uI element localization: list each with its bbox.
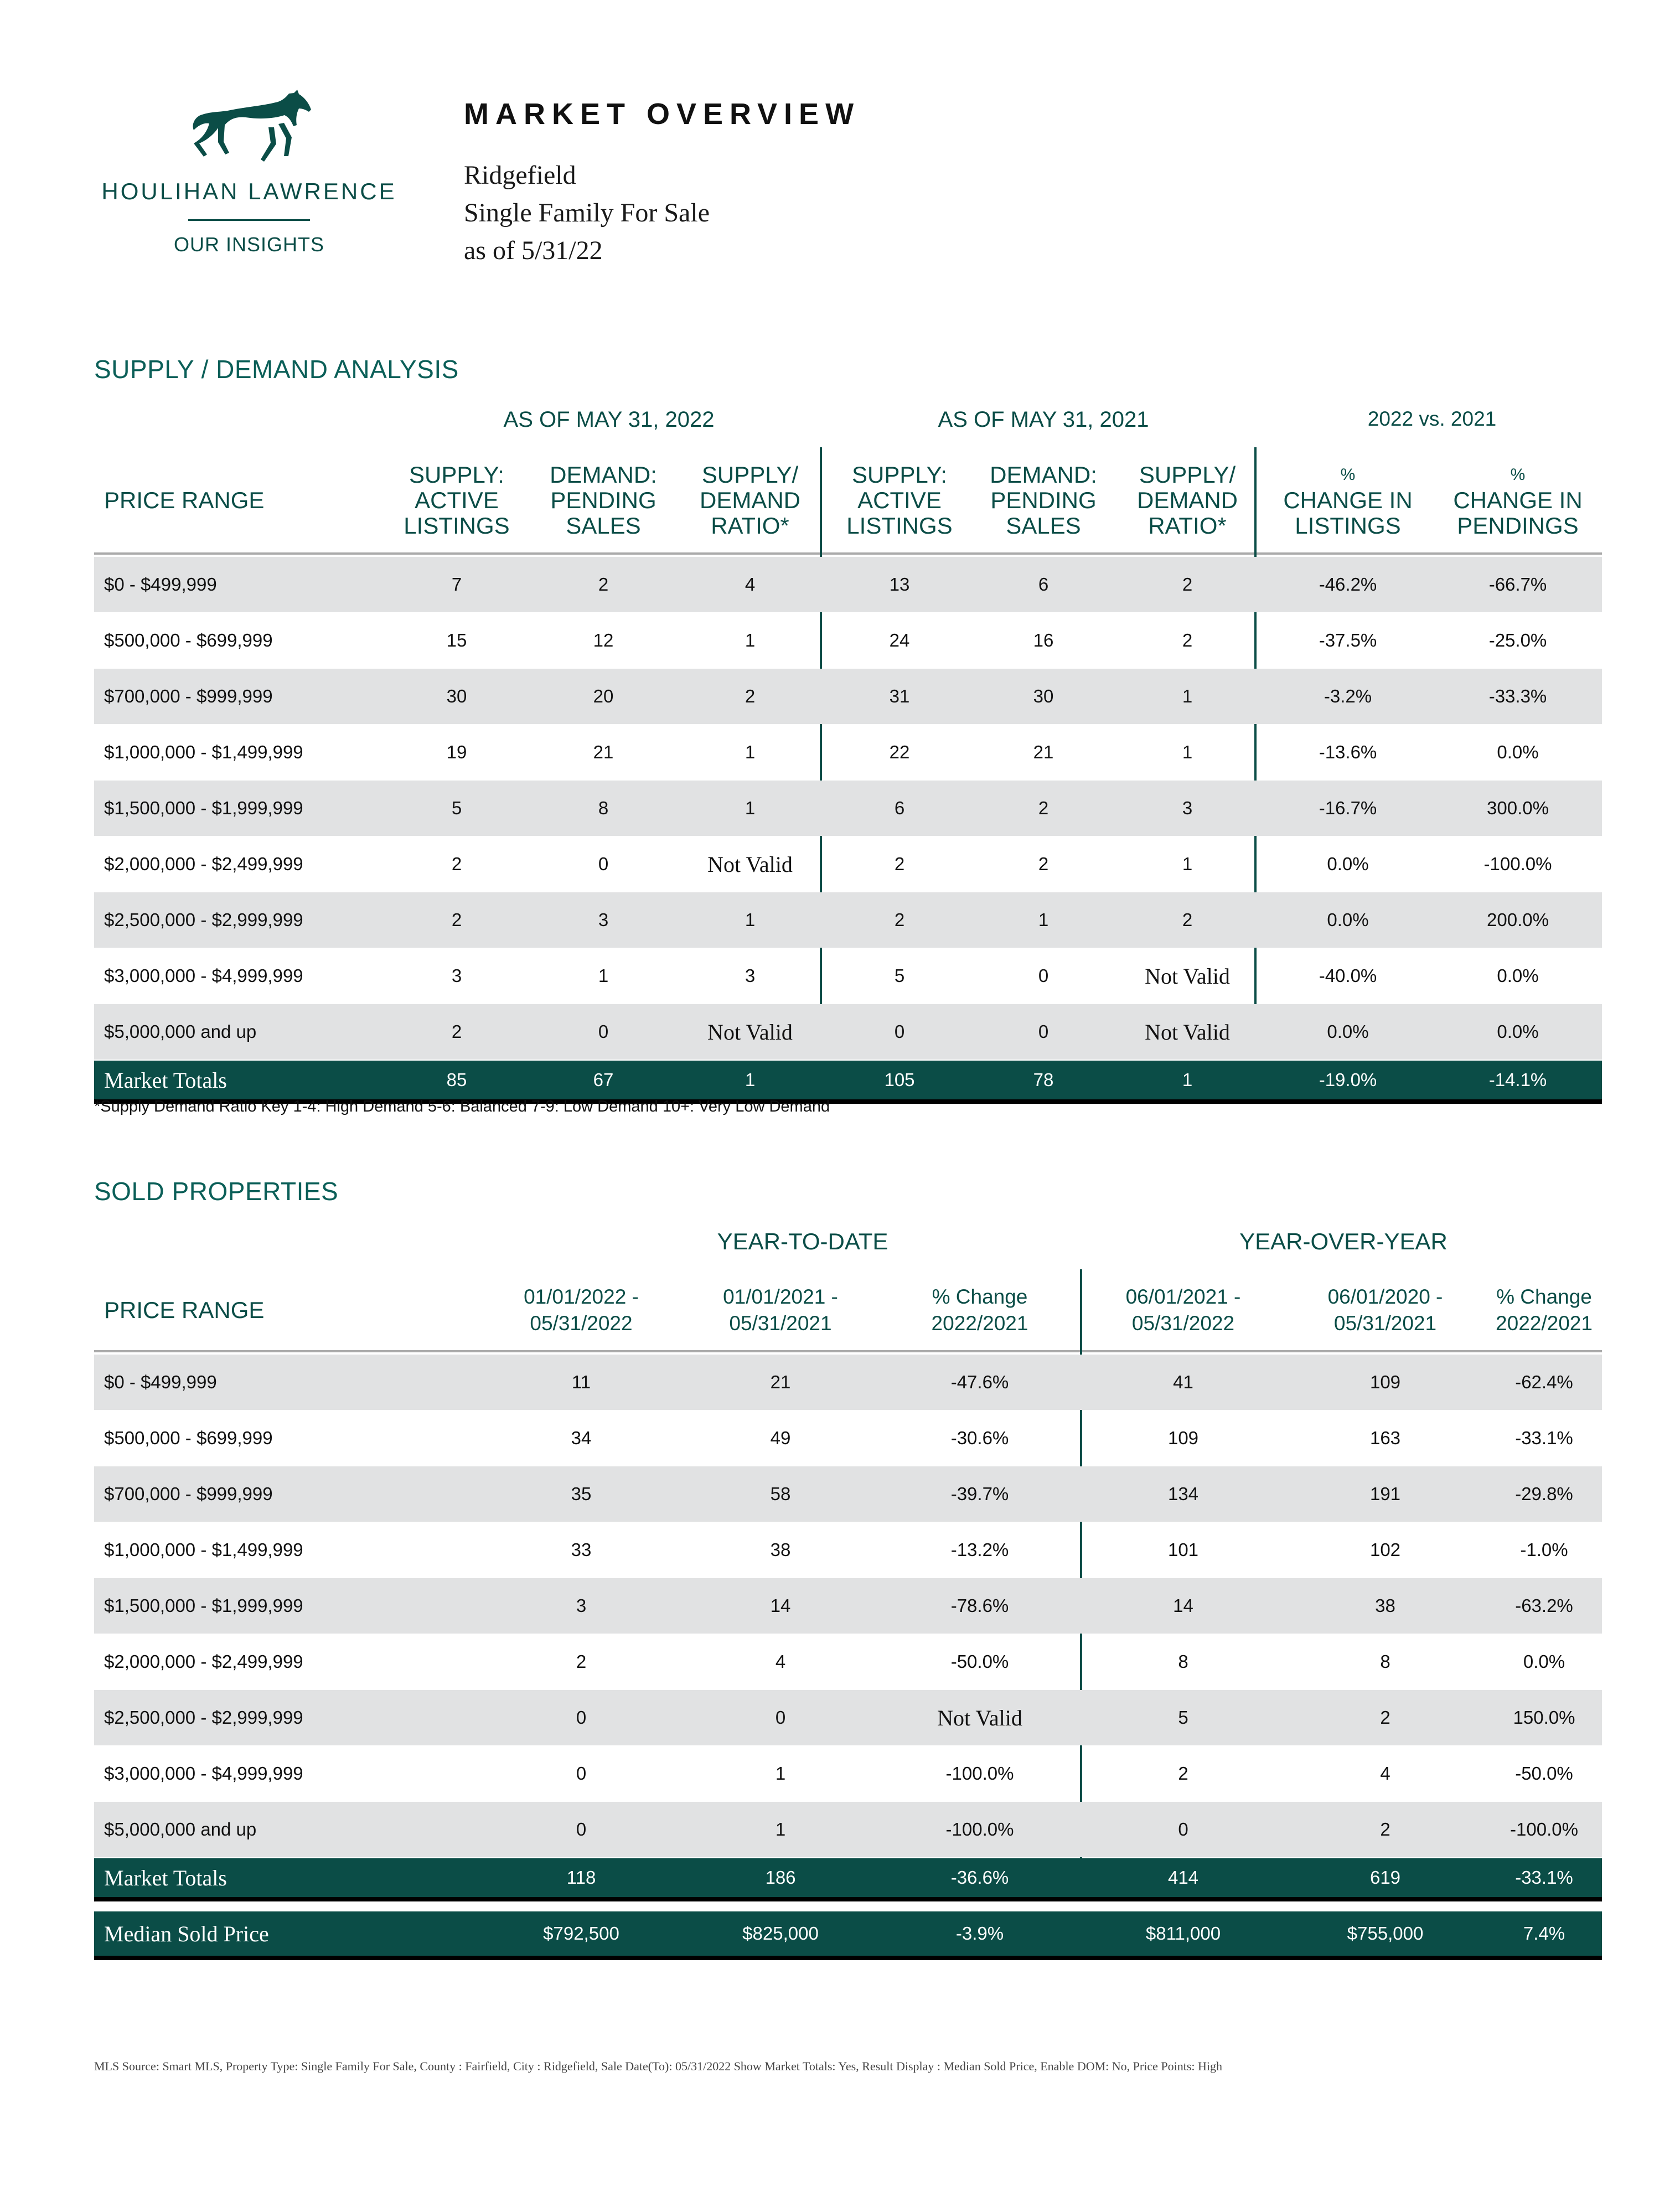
price-range-cell: $1,500,000 - $1,999,999 [104, 798, 303, 818]
value-cell: -100.0% [1483, 854, 1552, 874]
table-row [94, 892, 1602, 948]
value-cell: 0 [775, 1707, 786, 1728]
header-supply-2022: SUPPLY: ACTIVE LISTINGS [404, 462, 510, 539]
total-value-cell: $755,000 [1347, 1923, 1424, 1944]
value-cell: 1 [745, 909, 756, 930]
value-cell: -100.0% [945, 1819, 1014, 1839]
price-range-cell: $500,000 - $699,999 [104, 1428, 273, 1448]
value-cell: 1 [745, 798, 756, 818]
value-cell: 2 [894, 854, 905, 874]
value-cell: 21 [770, 1372, 791, 1392]
value-cell: 6 [1038, 574, 1049, 595]
value-cell: 0 [598, 854, 609, 874]
value-cell: -63.2% [1515, 1595, 1573, 1616]
header-ytd-2022: 01/01/2022 - 05/31/2022 [524, 1285, 639, 1335]
total-value-cell: 1 [1182, 1069, 1193, 1090]
market-totals-row-label: Market Totals [104, 1067, 227, 1093]
value-cell: 5 [894, 965, 905, 986]
total-value-cell: -19.0% [1319, 1069, 1377, 1090]
header-price-range: PRICE RANGE [104, 487, 265, 513]
price-range-cell: $500,000 - $699,999 [104, 630, 273, 650]
value-cell: 30 [1033, 686, 1054, 706]
value-cell: 2 [598, 574, 609, 595]
sold-group-row [94, 1228, 1602, 1262]
value-cell: 3 [576, 1595, 587, 1616]
table-row [94, 1634, 1602, 1689]
price-range-cell: $1,500,000 - $1,999,999 [104, 1595, 303, 1616]
value-cell: 4 [775, 1651, 786, 1672]
value-cell: -100.0% [1510, 1819, 1578, 1839]
value-cell: 0 [576, 1819, 587, 1839]
total-value-cell: $811,000 [1145, 1923, 1221, 1944]
total-value-cell: -36.6% [950, 1867, 1009, 1888]
header-yoy-2022: 06/01/2021 - 05/31/2022 [1125, 1285, 1241, 1335]
price-range-cell: $700,000 - $999,999 [104, 1484, 273, 1504]
table-row [94, 1802, 1602, 1857]
brand-name: HOULIHAN LAWRENCE [101, 178, 397, 204]
value-cell: 11 [571, 1372, 591, 1392]
value-cell: -46.2% [1319, 574, 1377, 595]
value-cell: -78.6% [950, 1595, 1009, 1616]
value-cell: -39.7% [950, 1484, 1009, 1504]
total-value-cell: 85 [446, 1069, 467, 1090]
value-cell: 34 [571, 1428, 592, 1448]
value-cell: 38 [770, 1539, 791, 1560]
total-value-cell: 118 [566, 1867, 596, 1888]
value-cell: 14 [770, 1595, 791, 1616]
price-range-cell: $2,000,000 - $2,499,999 [104, 1651, 303, 1672]
value-cell: 21 [1033, 742, 1054, 762]
property-type-label: Single Family For Sale [464, 198, 710, 228]
value-cell: 1 [775, 1763, 786, 1784]
value-cell: 58 [770, 1484, 791, 1504]
value-cell: 2 [894, 909, 905, 930]
price-range-cell: $1,000,000 - $1,499,999 [104, 742, 303, 762]
value-cell: 21 [593, 742, 614, 762]
sold-header-row [94, 1270, 1602, 1352]
total-value-cell: 414 [1167, 1867, 1199, 1888]
horse-icon [185, 89, 313, 172]
value-cell: 2 [451, 1021, 462, 1042]
value-cell: -25.0% [1488, 630, 1547, 650]
value-cell: -100.0% [945, 1763, 1014, 1784]
value-cell: -40.0% [1319, 965, 1377, 986]
sold-market-totals-row-label: Market Totals [104, 1865, 227, 1890]
value-cell: 101 [1167, 1539, 1199, 1560]
value-cell: 300.0% [1487, 798, 1549, 818]
table-row [94, 781, 1602, 836]
supply-demand-header-row [94, 448, 1602, 555]
value-cell: 2 [1182, 909, 1193, 930]
median-sold-price-row [94, 1911, 1602, 1960]
supply-demand-table [94, 404, 1602, 1118]
brand-logo [94, 89, 404, 256]
header-change-listings: % CHANGE IN LISTINGS [1283, 466, 1413, 539]
price-range-cell: $1,000,000 - $1,499,999 [104, 1539, 303, 1560]
value-cell: 2 [1038, 854, 1049, 874]
value-cell: Not Valid [707, 851, 793, 877]
table-row [94, 948, 1602, 1004]
value-cell: 150.0% [1513, 1707, 1575, 1728]
value-cell: -50.0% [1515, 1763, 1573, 1784]
group-label-ytd: YEAR-TO-DATE [717, 1228, 888, 1254]
value-cell: -29.8% [1515, 1484, 1573, 1504]
value-cell: 1 [1182, 686, 1193, 706]
value-cell: 163 [1369, 1428, 1401, 1448]
value-cell: -1.0% [1520, 1539, 1568, 1560]
value-cell: 3 [1182, 798, 1193, 818]
value-cell: 1 [598, 965, 609, 986]
brand-tagline: OUR INSIGHTS [173, 233, 324, 256]
value-cell: 1 [1182, 742, 1193, 762]
value-cell: -37.5% [1319, 630, 1377, 650]
value-cell: -50.0% [950, 1651, 1009, 1672]
value-cell: 2 [1380, 1819, 1390, 1839]
header-supply-2021: SUPPLY: ACTIVE LISTINGS [846, 462, 953, 539]
value-cell: 0.0% [1327, 909, 1369, 930]
value-cell: 13 [889, 574, 910, 595]
header-change-pendings: % CHANGE IN PENDINGS [1453, 466, 1583, 539]
value-cell: 0.0% [1497, 1021, 1539, 1042]
value-cell: 2 [1182, 574, 1193, 595]
group-label-yoy: YEAR-OVER-YEAR [1239, 1228, 1448, 1254]
sold-market-totals-row [94, 1858, 1602, 1901]
header-yoy-2021: 06/01/2020 - 05/31/2021 [1327, 1285, 1443, 1335]
value-cell: 0 [1178, 1819, 1188, 1839]
value-cell: 22 [889, 742, 910, 762]
value-cell: -3.2% [1324, 686, 1372, 706]
group-label-2021: AS OF MAY 31, 2021 [938, 407, 1149, 432]
price-range-cell: $5,000,000 and up [104, 1021, 257, 1042]
header-ytd-change: % Change 2022/2021 [931, 1285, 1028, 1335]
value-cell: 24 [889, 630, 910, 650]
value-cell: 1 [745, 630, 756, 650]
price-range-cell: $2,500,000 - $2,999,999 [104, 909, 303, 930]
table-row [94, 1690, 1602, 1745]
value-cell: 15 [446, 630, 467, 650]
value-cell: 8 [1380, 1651, 1390, 1672]
table-row [94, 1355, 1602, 1410]
total-value-cell: 619 [1369, 1867, 1401, 1888]
value-cell: -33.3% [1488, 686, 1547, 706]
value-cell: 35 [571, 1484, 592, 1504]
price-range-cell: $2,500,000 - $2,999,999 [104, 1707, 303, 1728]
table-row [94, 1746, 1602, 1801]
value-cell: 5 [1178, 1707, 1188, 1728]
title-block [464, 97, 860, 270]
sold-properties-table [94, 1226, 1602, 1957]
value-cell: 0.0% [1497, 965, 1539, 986]
value-cell: 2 [1380, 1707, 1390, 1728]
value-cell: 1 [745, 742, 756, 762]
median-sold-price-row-label: Median Sold Price [104, 1921, 269, 1946]
value-cell: Not Valid [1145, 1019, 1230, 1045]
value-cell: 109 [1167, 1428, 1199, 1448]
value-cell: 49 [770, 1428, 791, 1448]
value-cell: 31 [889, 686, 910, 706]
value-cell: 109 [1369, 1372, 1401, 1392]
value-cell: 7 [451, 574, 462, 595]
value-cell: -66.7% [1488, 574, 1547, 595]
value-cell: 8 [598, 798, 609, 818]
price-range-cell: $0 - $499,999 [104, 1372, 217, 1392]
value-cell: 3 [745, 965, 756, 986]
value-cell: -33.1% [1515, 1428, 1573, 1448]
total-value-cell: 67 [593, 1069, 614, 1090]
value-cell: 0 [576, 1707, 587, 1728]
value-cell: 2 [745, 686, 756, 706]
value-cell: 1 [775, 1819, 786, 1839]
value-cell: 2 [1038, 798, 1049, 818]
value-cell: 4 [745, 574, 756, 595]
total-value-cell: -3.9% [955, 1923, 1004, 1944]
value-cell: 41 [1173, 1372, 1193, 1392]
value-cell: -13.2% [950, 1539, 1009, 1560]
price-range-cell: $3,000,000 - $4,999,999 [104, 1763, 303, 1784]
value-cell: -47.6% [950, 1372, 1009, 1392]
value-cell: 12 [593, 630, 614, 650]
price-range-cell: $3,000,000 - $4,999,999 [104, 965, 303, 986]
value-cell: 3 [451, 965, 462, 986]
table-row [94, 557, 1602, 612]
total-value-cell: $825,000 [742, 1923, 819, 1944]
value-cell: 0 [1038, 965, 1049, 986]
value-cell: 20 [593, 686, 614, 706]
table-row [94, 1578, 1602, 1634]
value-cell: 6 [894, 798, 905, 818]
value-cell: 1 [1038, 909, 1049, 930]
total-value-cell: 78 [1033, 1069, 1054, 1090]
page-title: MARKET OVERVIEW [464, 97, 861, 131]
value-cell: -16.7% [1319, 798, 1377, 818]
group-label-2022: AS OF MAY 31, 2022 [503, 407, 715, 432]
table-row [94, 613, 1602, 668]
value-cell: 0.0% [1497, 742, 1539, 762]
header-ratio-2021: SUPPLY/ DEMAND RATIO* [1136, 462, 1238, 539]
price-range-cell: $5,000,000 and up [104, 1819, 257, 1839]
value-cell: 8 [1178, 1651, 1188, 1672]
mls-source-note: MLS Source: Smart MLS, Property Type: Single Family For Sale, County : Fairfield, City : Ridgefield, Sale Date(To): 05/31/2022 Show Market Totals: Yes, Result Display : Median Sold Price, Enable DOM: No, Price Points: High [94, 2059, 1222, 2073]
value-cell: 4 [1380, 1763, 1390, 1784]
value-cell: 19 [446, 742, 467, 762]
value-cell: 0 [1038, 1021, 1049, 1042]
total-value-cell: 1 [745, 1069, 756, 1090]
total-value-cell: 105 [884, 1069, 915, 1090]
value-cell: 2 [1178, 1763, 1188, 1784]
table-row [94, 669, 1602, 724]
value-cell: -62.4% [1515, 1372, 1573, 1392]
price-range-cell: $2,000,000 - $2,499,999 [104, 854, 303, 874]
table-row [94, 725, 1602, 780]
header-demand-2022: DEMAND: PENDING SALES [550, 462, 657, 539]
header-yoy-change: % Change 2022/2021 [1496, 1285, 1593, 1335]
value-cell: -13.6% [1319, 742, 1377, 762]
table-row [94, 1410, 1602, 1466]
value-cell: 30 [446, 686, 467, 706]
value-cell: 0 [894, 1021, 905, 1042]
value-cell: 16 [1033, 630, 1054, 650]
header-ytd-2021: 01/01/2021 - 05/31/2021 [723, 1285, 838, 1335]
table-row [94, 1004, 1602, 1060]
value-cell: 0 [576, 1763, 587, 1784]
value-cell: 1 [1182, 854, 1193, 874]
sold-properties-section-title: SOLD PROPERTIES [94, 1177, 339, 1206]
table-row [94, 1522, 1602, 1578]
value-cell: 134 [1167, 1484, 1199, 1504]
header-price-range-sold: PRICE RANGE [104, 1297, 265, 1323]
total-value-cell: 186 [765, 1867, 796, 1888]
value-cell: 191 [1369, 1484, 1401, 1504]
group-label-comparison: 2022 vs. 2021 [1367, 407, 1497, 430]
brand-divider [188, 219, 310, 221]
value-cell: Not Valid [707, 1019, 793, 1045]
value-cell: 2 [576, 1651, 587, 1672]
supply-demand-group-row [94, 407, 1602, 441]
value-cell: 14 [1173, 1595, 1193, 1616]
price-range-cell: $700,000 - $999,999 [104, 686, 273, 706]
supply-demand-footnote: *Supply Demand Ratio Key 1-4: High Demand 5-6: Balanced 7-9: Low Demand 10+: Very Low Demand [94, 1098, 830, 1115]
total-value-cell: $792,500 [543, 1923, 619, 1944]
value-cell: 0.0% [1327, 854, 1369, 874]
value-cell: 2 [451, 854, 462, 874]
value-cell: 2 [451, 909, 462, 930]
value-cell: 0.0% [1523, 1651, 1565, 1672]
value-cell: 3 [598, 909, 609, 930]
total-value-cell: -14.1% [1488, 1069, 1547, 1090]
value-cell: 2 [1182, 630, 1193, 650]
table-row [94, 1466, 1602, 1522]
value-cell: -30.6% [950, 1428, 1009, 1448]
header-ratio-2022: SUPPLY/ DEMAND RATIO* [699, 462, 800, 539]
location-label: Ridgefield [464, 161, 576, 190]
value-cell: 102 [1369, 1539, 1401, 1560]
header-demand-2021: DEMAND: PENDING SALES [990, 462, 1097, 539]
total-value-cell: 7.4% [1523, 1923, 1565, 1944]
as-of-date: as of 5/31/22 [464, 236, 603, 265]
value-cell: 38 [1375, 1595, 1395, 1616]
total-value-cell: -33.1% [1515, 1867, 1573, 1888]
table-row [94, 836, 1602, 892]
supply-demand-section-title: SUPPLY / DEMAND ANALYSIS [94, 355, 459, 384]
value-cell: 33 [571, 1539, 592, 1560]
value-cell: 0 [598, 1021, 609, 1042]
value-cell: 200.0% [1487, 909, 1549, 930]
value-cell: Not Valid [1145, 963, 1230, 989]
value-cell: Not Valid [937, 1705, 1022, 1730]
value-cell: 0.0% [1327, 1021, 1369, 1042]
price-range-cell: $0 - $499,999 [104, 574, 217, 595]
value-cell: 5 [451, 798, 462, 818]
